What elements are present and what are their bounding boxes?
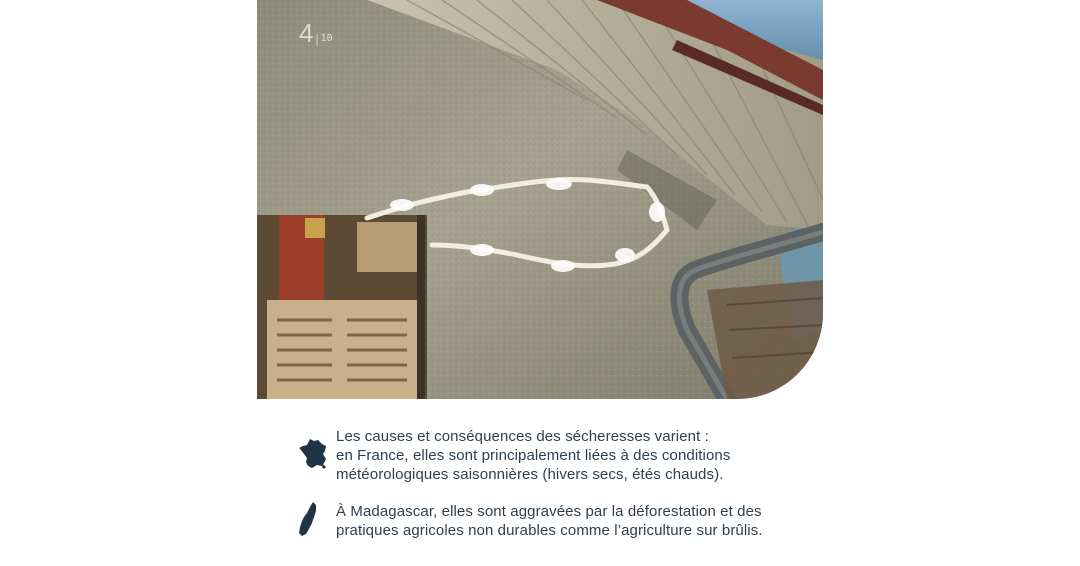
madagascar-paragraph: [336, 502, 763, 540]
page-current: 4: [299, 18, 314, 48]
france-map-icon: [298, 438, 328, 470]
page-indicator: [299, 20, 333, 46]
page-total: 10: [320, 33, 333, 44]
page-separator: |: [315, 32, 319, 46]
text-line: météorologiques saisonnières (hivers secs, étés chauds).: [336, 466, 724, 483]
cracked-wall-photo: [257, 0, 823, 399]
text-line: Les causes et conséquences des sécheresses varient :: [336, 428, 709, 445]
text-line: en France, elles sont principalement liées à des conditions: [336, 447, 731, 464]
text-line: pratiques agricoles non durables comme l’agriculture sur brûlis.: [336, 522, 763, 539]
text-line: À Madagascar, elles sont aggravées par la déforestation et des: [336, 503, 762, 520]
madagascar-map-icon: [298, 501, 318, 537]
france-paragraph: [336, 427, 730, 484]
slide-card: [257, 0, 823, 566]
